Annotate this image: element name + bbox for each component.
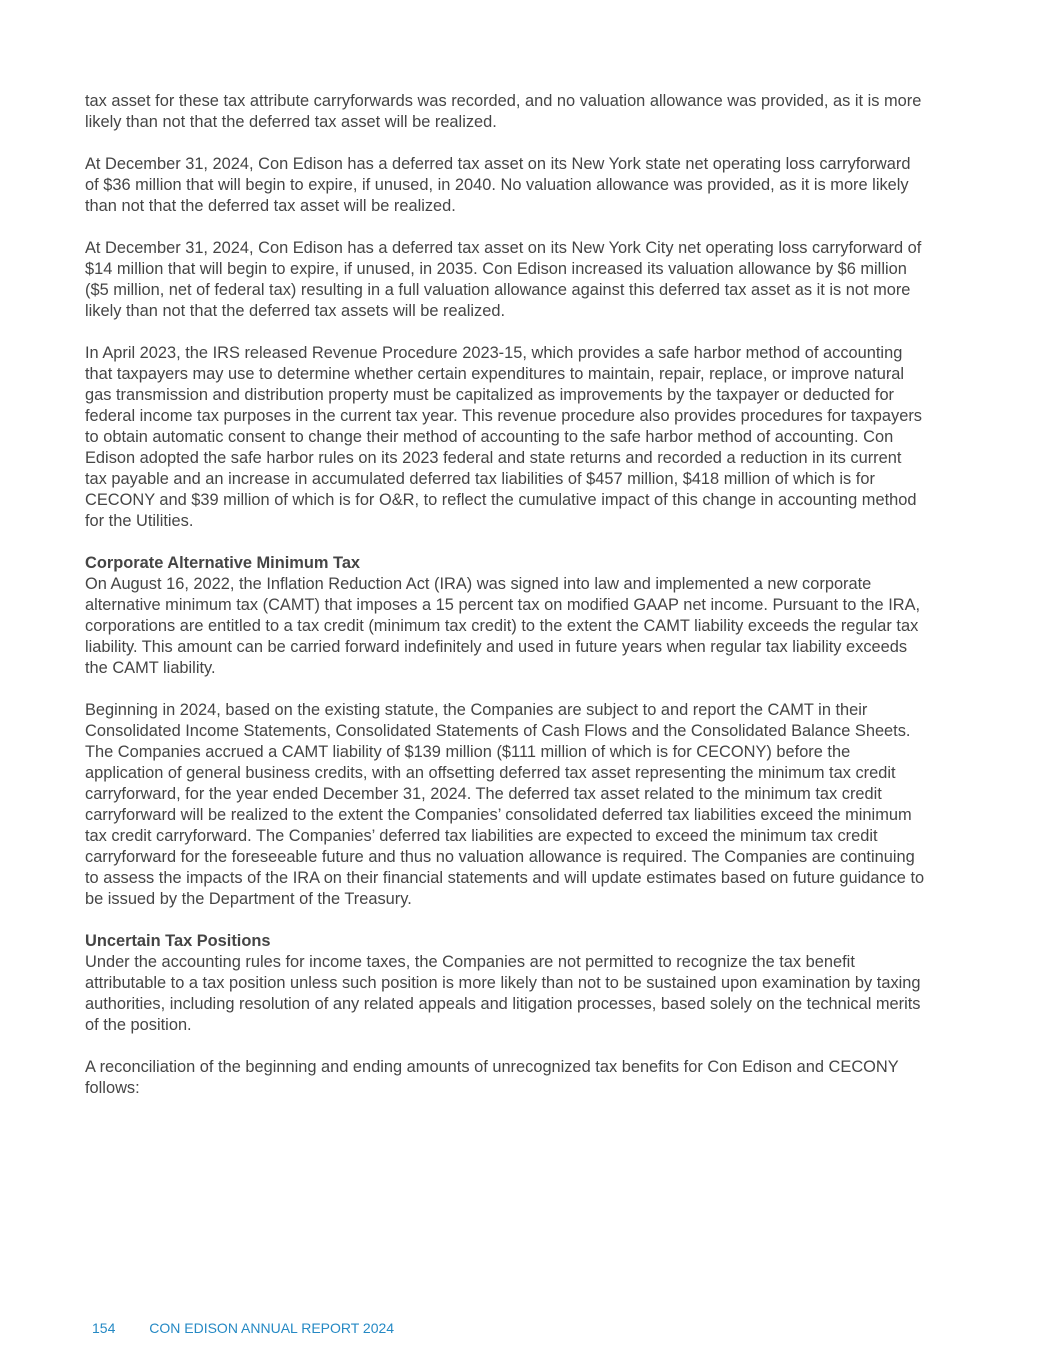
text-line: At December 31, 2024, Con Edison has a deferred tax asset on its New York state net operating loss carryforward — [85, 155, 911, 173]
text-line: than not that the deferred tax asset will be realized. — [85, 197, 456, 215]
text-line: $14 million that will begin to expire, if unused, in 2035. Con Edison increased its valuation allowance by $6 million — [85, 260, 907, 278]
text-line: carryforward, for the year ended December 31, 2024. The deferred tax asset related to the minimum tax credit — [85, 785, 882, 803]
text-line: tax credit carryforward. The Companies’ deferred tax liabilities are expected to exceed the minimum tax credit — [85, 827, 878, 845]
text-line: At December 31, 2024, Con Edison has a deferred tax asset on its New York City net operating loss carryforward of — [85, 239, 922, 257]
text-line: tax asset for these tax attribute carryforwards was recorded, and no valuation allowance was provided, as it is more — [85, 92, 922, 110]
paragraph — [85, 238, 985, 322]
text-line: the CAMT liability. — [85, 659, 216, 677]
text-line: The Companies accrued a CAMT liability of $139 million ($111 million of which is for CECONY) before the — [85, 743, 851, 761]
text-line: ($5 million, net of federal tax) resulting in a full valuation allowance against this deferred tax asset as it is not more — [85, 281, 911, 299]
text-line: Beginning in 2024, based on the existing statute, the Companies are subject to and report the CAMT in their — [85, 701, 868, 719]
text-line: for the Utilities. — [85, 512, 194, 530]
text-line: carryforward for the foreseeable future and thus no valuation allowance is required. The Companies are continuing — [85, 848, 915, 866]
text-line: alternative minimum tax (CAMT) that imposes a 15 percent tax on modified GAAP net income. Pursuant to the IRA, — [85, 596, 921, 614]
text-line: be issued by the Department of the Treasury. — [85, 890, 412, 908]
paragraph — [85, 343, 985, 532]
text-line: gas transmission and distribution property must be capitalized as improvements by the taxpayer or deducted for — [85, 386, 895, 404]
text-line: Consolidated Income Statements, Consolidated Statements of Cash Flows and the Consolidated Balance Sheets. — [85, 722, 911, 740]
text-line: to obtain automatic consent to change their method of accounting to the safe harbor method of accounting. Con — [85, 428, 894, 446]
paragraph — [85, 553, 985, 679]
text-line: In April 2023, the IRS released Revenue Procedure 2023-15, which provides a safe harbor method of accounting — [85, 344, 903, 362]
paragraph — [85, 91, 985, 133]
text-line: federal income tax purposes in the current tax year. This revenue procedure also provides procedures for taxpayers — [85, 407, 922, 425]
text-line: likely than not that the deferred tax asset will be realized. — [85, 113, 497, 131]
document-body — [85, 91, 985, 1120]
paragraph — [85, 931, 985, 1036]
text-line: CECONY and $39 million of which is for O&R, to reflect the cumulative impact of this change in accounting method — [85, 491, 917, 509]
report-title: CON EDISON ANNUAL REPORT 2024 — [149, 1320, 395, 1336]
paragraph — [85, 154, 985, 217]
text-line: tax payable and an increase in accumulated deferred tax liabilities of $457 million, $418 million of which is for — [85, 470, 875, 488]
page-footer — [92, 1320, 394, 1336]
text-line: of $36 million that will begin to expire, if unused, in 2040. No valuation allowance was provided, as it is more likely — [85, 176, 909, 194]
page-number: 154 — [92, 1320, 116, 1336]
text-line: to assess the impacts of the IRA on their financial statements and will update estimates based on future guidance to — [85, 869, 925, 887]
text-line: that taxpayers may use to determine whether certain expenditures to maintain, repair, replace, or improve natural — [85, 365, 905, 383]
text-line: of the position. — [85, 1016, 192, 1034]
text-line: A reconciliation of the beginning and ending amounts of unrecognized tax benefits for Con Edison and CECONY — [85, 1058, 899, 1076]
paragraph — [85, 700, 985, 910]
text-line: attributable to a tax position unless such position is more likely than not to be sustained upon examination by taxing — [85, 974, 921, 992]
text-line: application of general business credits, with an offsetting deferred tax asset representing the minimum tax credit — [85, 764, 896, 782]
text-line: Edison adopted the safe harbor rules on its 2023 federal and state returns and recorded a reduction in its current — [85, 449, 902, 467]
text-line: authorities, including resolution of any related appeals and litigation processes, based solely on the technical merits — [85, 995, 921, 1013]
paragraph — [85, 1057, 985, 1099]
text-line: Under the accounting rules for income taxes, the Companies are not permitted to recognize the tax benefit — [85, 953, 855, 971]
text-line: On August 16, 2022, the Inflation Reduction Act (IRA) was signed into law and implemented a new corporate — [85, 575, 872, 593]
section-heading: Corporate Alternative Minimum Tax — [85, 554, 361, 572]
text-line: liability. This amount can be carried forward indefinitely and used in future years when regular tax liability exceeds — [85, 638, 908, 656]
section-heading: Uncertain Tax Positions — [85, 932, 271, 950]
text-line: carryforward will be realized to the extent the Companies’ consolidated deferred tax liabilities exceed the minimum — [85, 806, 912, 824]
text-line: corporations are entitled to a tax credit (minimum tax credit) to the extent the CAMT liability exceeds the regular tax — [85, 617, 919, 635]
text-line: likely than not that the deferred tax assets will be realized. — [85, 302, 506, 320]
text-line: follows: — [85, 1079, 140, 1097]
